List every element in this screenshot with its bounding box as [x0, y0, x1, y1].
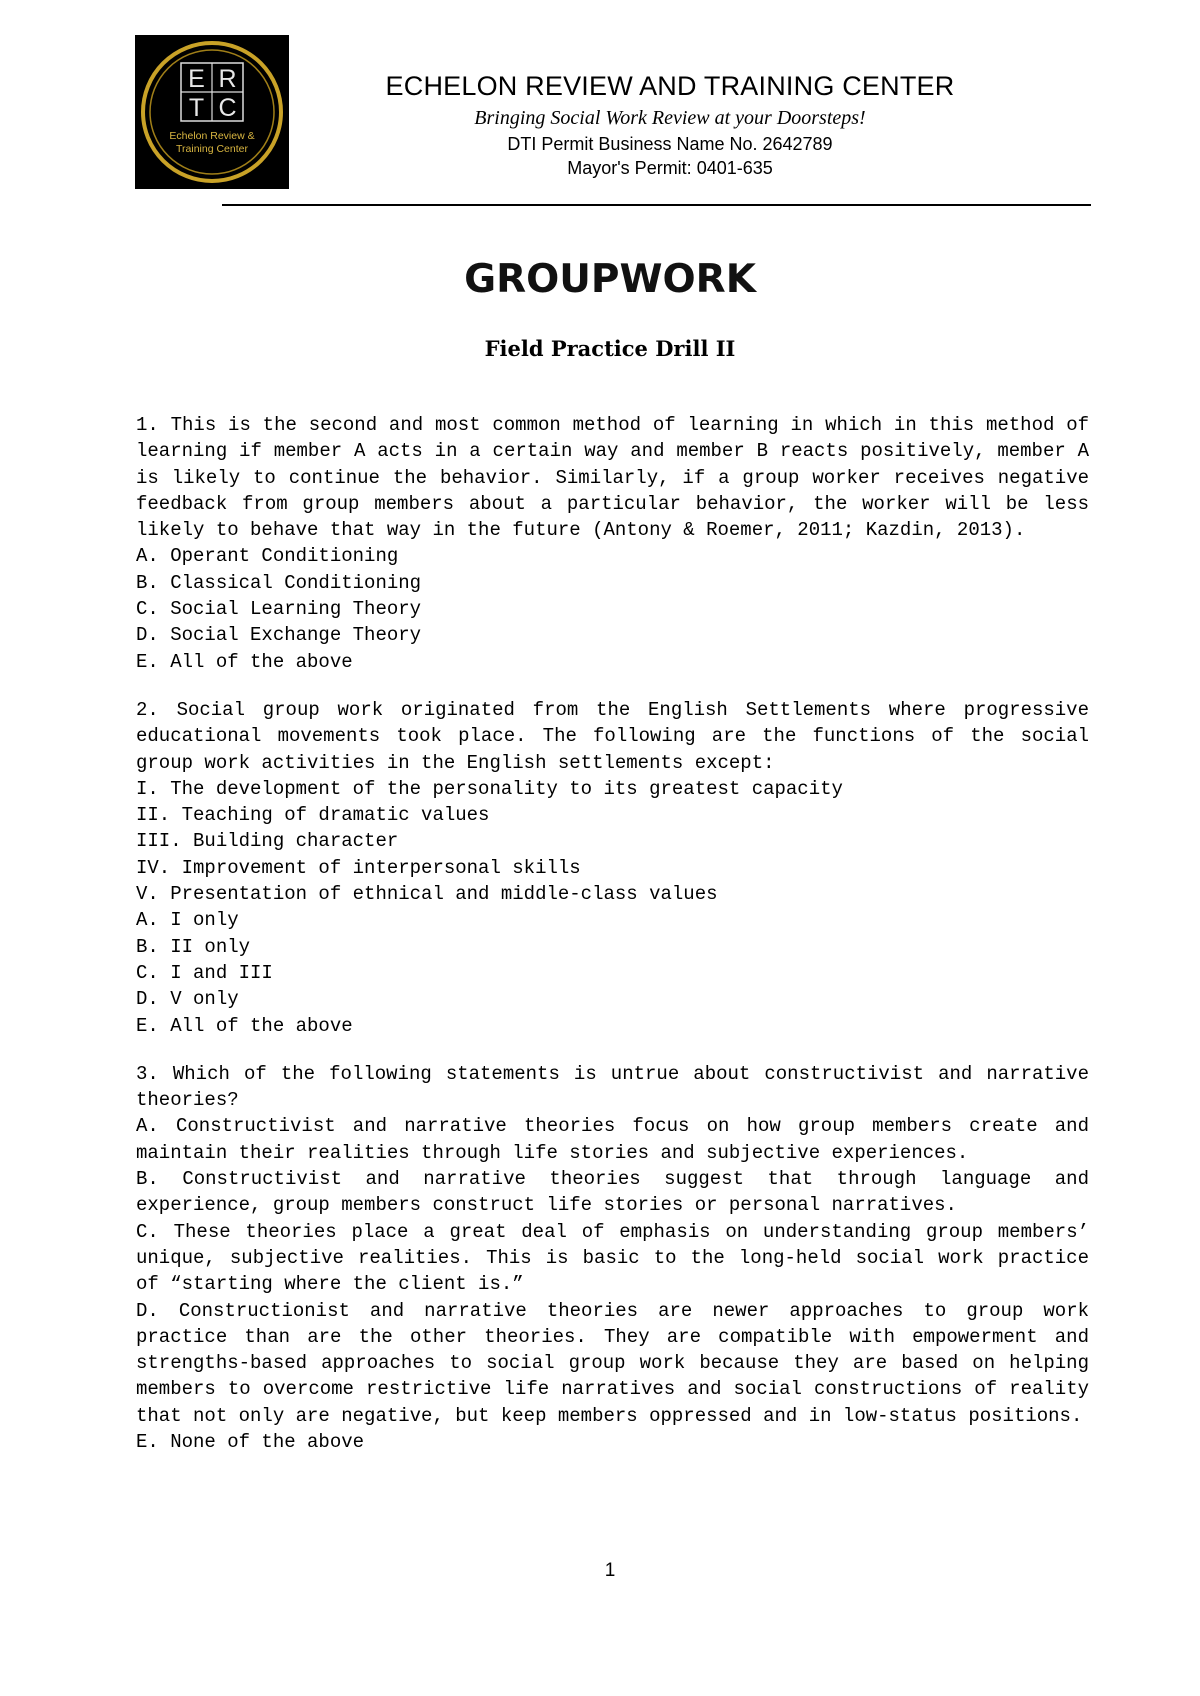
question — [136, 1061, 1089, 1455]
logo-letter-r: R — [218, 65, 237, 93]
question-stem: 2. Social group work originated from the English Settlements where progressive educational movements took place. The following are the functions of the social group work activities in the English settlements except: — [136, 698, 1089, 774]
answer-choice: B. Constructivist and narrative theories suggest that through language and experience, group members construct life stories or personal narratives. — [136, 1168, 1089, 1217]
question — [136, 412, 1089, 675]
answer-choice: D. Constructionist and narrative theories are newer approaches to group work practice than are the other theories. They are compatible with empowerment and strengths-based approaches to social group work because they are based on helping members to overcome restrictive life narratives and social constructions of reality that not only are negative, but keep members oppressed and in low-status positions. — [136, 1299, 1089, 1427]
answer-choice: E. All of the above — [136, 1014, 353, 1037]
question-list — [136, 412, 1089, 1477]
roman-item: V. Presentation of ethnical and middle-class values — [136, 883, 718, 906]
answer-choice: C. Social Learning Theory — [136, 598, 422, 621]
question-stem: 3. Which of the following statements is untrue about constructivist and narrative theories? — [136, 1062, 1089, 1112]
answer-choice: A. I only — [136, 909, 239, 932]
letterhead — [300, 68, 1040, 180]
document-title: GROUPWORK — [464, 257, 756, 302]
answer-choice: C. These theories place a great deal of emphasis on understanding group members’ unique, subjective realities. This is basic to the long-held social work practice of “starting where the client is.” — [136, 1220, 1089, 1296]
logo-letter-t: T — [188, 94, 205, 122]
roman-item: III. Building character — [136, 830, 399, 853]
logo-letter-e: E — [188, 65, 205, 93]
answer-choice: D. Social Exchange Theory — [136, 624, 422, 647]
organization-name: ECHELON REVIEW AND TRAINING CENTER — [385, 71, 955, 101]
roman-item: IV. Improvement of interpersonal skills — [136, 856, 581, 879]
answer-choice: A. Operant Conditioning — [136, 545, 399, 568]
roman-item: II. Teaching of dramatic values — [136, 804, 490, 827]
ertc-logo — [135, 35, 289, 189]
answer-choice: B. II only — [136, 935, 251, 958]
answer-choice: E. None of the above — [136, 1430, 365, 1453]
header-divider — [222, 204, 1091, 206]
answer-choice: E. All of the above — [136, 650, 353, 673]
logo-caption-line2: Training Center — [176, 143, 248, 155]
dti-permit: DTI Permit Business Name No. 2642789 — [507, 134, 833, 154]
answer-choice: D. V only — [136, 988, 239, 1011]
logo-letter-c: C — [218, 94, 237, 122]
mayors-permit: Mayor's Permit: 0401-635 — [567, 158, 773, 178]
question — [136, 697, 1089, 1039]
ertc-logo-emblem — [135, 35, 289, 189]
document-subtitle: Field Practice Drill II — [484, 336, 736, 361]
roman-item: I. The development of the personality to its greatest capacity — [136, 777, 843, 800]
tagline: Bringing Social Work Review at your Doorsteps! — [474, 107, 866, 129]
answer-choice: A. Constructivist and narrative theories focus on how group members create and maintain their realities through life stories and subjective experiences. — [136, 1115, 1089, 1164]
answer-choice: C. I and III — [136, 961, 273, 984]
logo-caption-line1: Echelon Review & — [169, 130, 255, 142]
question-stem: 1. This is the second and most common method of learning in which in this method of learning if member A acts in a certain way and member B reacts positively, member A is likely to continue the behavior. Similarly, if a group worker receives negative feedback from group members about a particular behavior, the worker will be less likely to behave that way in the future (Antony & Roemer, 2011; Kazdin, 2013). — [136, 414, 1089, 542]
answer-choice: B. Classical Conditioning — [136, 571, 422, 594]
page-number: 1 — [604, 1560, 616, 1581]
